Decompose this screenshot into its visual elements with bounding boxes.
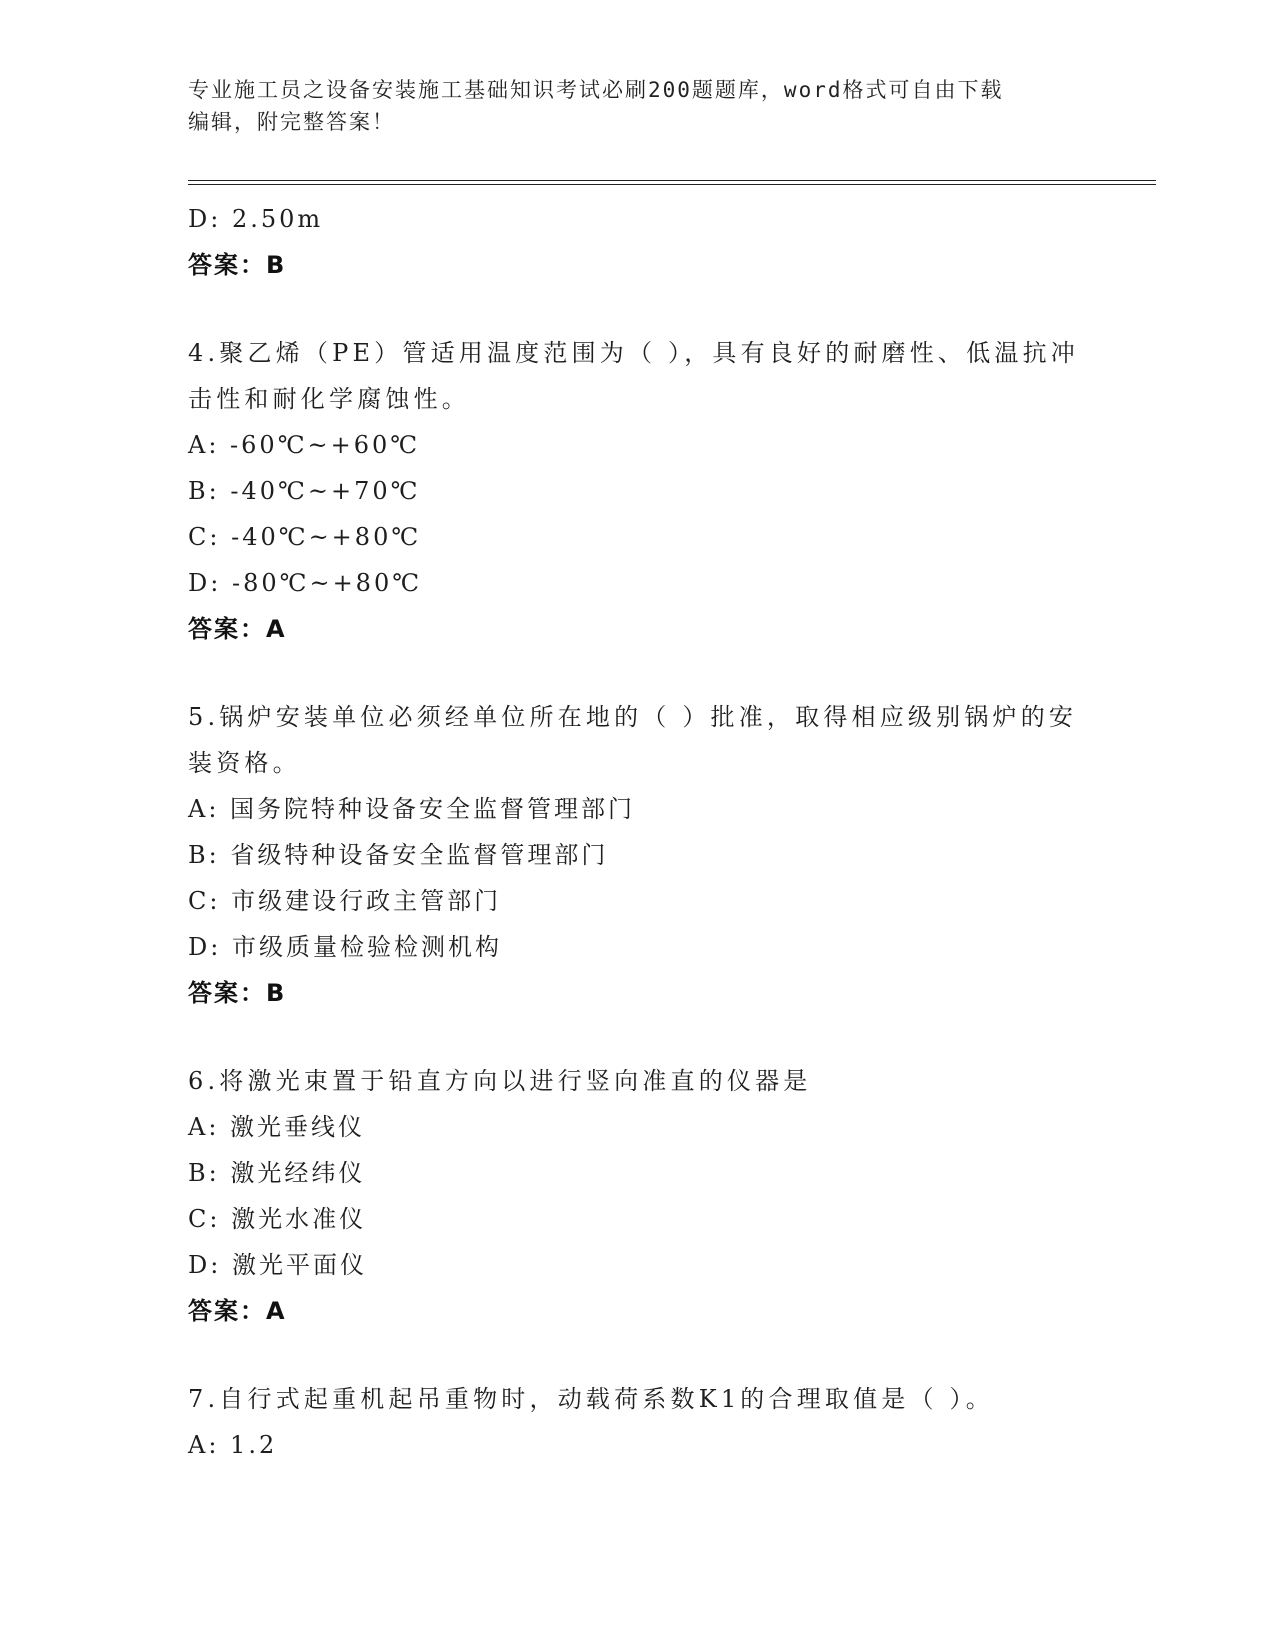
option-a: A: -60℃~+60℃	[188, 431, 421, 459]
spacer	[188, 652, 1088, 694]
option-a: A: 国务院特种设备安全监督管理部门	[188, 795, 636, 823]
question-stem: 6.将激光束置于铅直方向以进行竖向准直的仪器是	[188, 1067, 812, 1095]
header-divider-top	[188, 180, 1156, 181]
option-b: B: 激光经纬仪	[188, 1159, 366, 1187]
answer-line: 答案：A	[188, 615, 287, 643]
spacer	[188, 1334, 1088, 1376]
option-a: A: 1.2	[188, 1431, 278, 1459]
header-title-line-1: 专业施工员之设备安装施工基础知识考试必刷200题题库，word格式可自由下载	[188, 78, 1004, 102]
header-divider-bottom	[188, 184, 1156, 185]
question-block-7	[188, 1376, 1088, 1468]
question-stem: 5.锅炉安装单位必须经单位所在地的（ ）批准，取得相应级别锅炉的安装资格。	[188, 703, 1078, 777]
option-c: C: 市级建设行政主管部门	[188, 887, 502, 915]
option-d: D: 激光平面仪	[188, 1251, 367, 1279]
answer-line: 答案：B	[188, 979, 287, 1007]
option-a: A: 激光垂线仪	[188, 1113, 366, 1141]
document-header	[188, 74, 1088, 138]
option-c: C: -40℃~+80℃	[188, 523, 422, 551]
question-block-6	[188, 1058, 1088, 1334]
option-b: B: -40℃~+70℃	[188, 477, 421, 505]
spacer	[188, 1016, 1088, 1058]
answer-line: 答案：B	[188, 251, 287, 279]
option-b: B: 省级特种设备安全监督管理部门	[188, 841, 609, 869]
spacer	[188, 288, 1088, 330]
option-c: C: 激光水准仪	[188, 1205, 367, 1233]
question-list	[188, 196, 1088, 1468]
question-stem: 4.聚乙烯（PE）管适用温度范围为（ ），具有良好的耐磨性、低温抗冲击性和耐化学腐蚀性。	[188, 339, 1079, 413]
question-stem: 7.自行式起重机起吊重物时，动载荷系数K1的合理取值是（ ）。	[188, 1385, 994, 1413]
option-d: D: 市级质量检验检测机构	[188, 933, 502, 961]
question-block-5	[188, 694, 1088, 1016]
header-title-line-2: 编辑，附完整答案！	[188, 110, 395, 134]
question-block-3-tail	[188, 196, 1088, 288]
option-d: D: -80℃~+80℃	[188, 569, 423, 597]
option-d: D: 2.50m	[188, 205, 324, 233]
question-block-4	[188, 330, 1088, 652]
answer-line: 答案：A	[188, 1297, 287, 1325]
